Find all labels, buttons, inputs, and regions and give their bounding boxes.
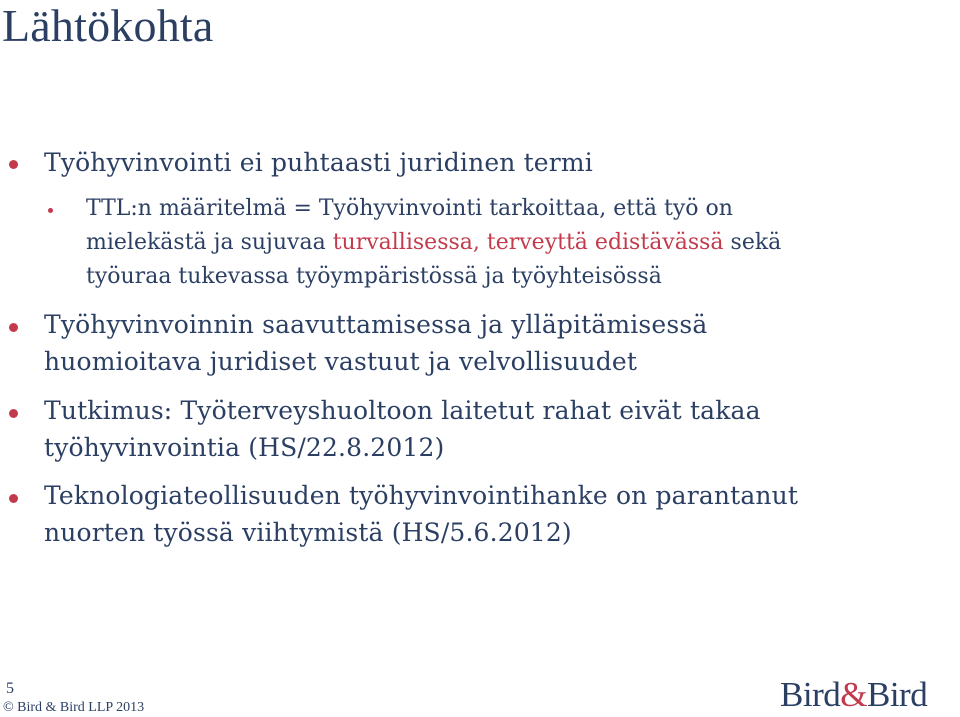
bullet-text: nuorten työssä viihtymistä (HS/5.6.2012) [44,518,572,547]
sub-bullet-line [86,193,733,225]
sub-bullet-line [86,261,662,293]
bullet-text: Teknologiateollisuuden työhyvinvointihanke on parantanut [44,481,799,510]
sub-bullet-text: sekä [723,230,782,255]
sub-bullet-dot-icon [48,208,53,213]
sub-bullet-text: mielekästä ja sujuvaa [86,230,333,255]
bullet-text: Työhyvinvoinnin saavuttamisessa ja ylläpitämisessä [44,310,708,339]
bullet-dot-icon [9,323,18,332]
sub-bullet-text: TTL:n määritelmä = Työhyvinvointi tarkoittaa, että työ on [86,196,733,221]
bullet-text: huomioitava juridiset vastuut ja velvollisuudet [44,347,638,376]
bullet-text: Tutkimus: Työterveyshuoltoon laitetut rahat eivät takaa [44,396,761,425]
bullet-dot-icon [9,494,18,503]
logo-text: Bird [780,675,841,714]
bird-and-bird-logo [780,675,927,715]
logo-text: Bird [866,675,928,714]
logo-ampersand: & [840,675,867,714]
sub-bullet-line [86,227,781,259]
page-number: 5 [6,680,14,697]
sub-bullet-text: työuraa tukevassa työympäristössä ja työyhteisössä [86,264,662,289]
slide-title: Lähtökohta [2,0,214,51]
bullet-text: työhyvinvointia (HS/22.8.2012) [44,433,445,462]
copyright-text: © Bird & Bird LLP 2013 [3,700,145,715]
bullet-dot-icon [9,409,18,418]
bullet-text: Työhyvinvointi ei puhtaasti juridinen termi [44,148,593,177]
bullet-dot-icon [9,160,18,169]
highlight-text: turvallisessa, terveyttä edistävässä [332,230,724,255]
